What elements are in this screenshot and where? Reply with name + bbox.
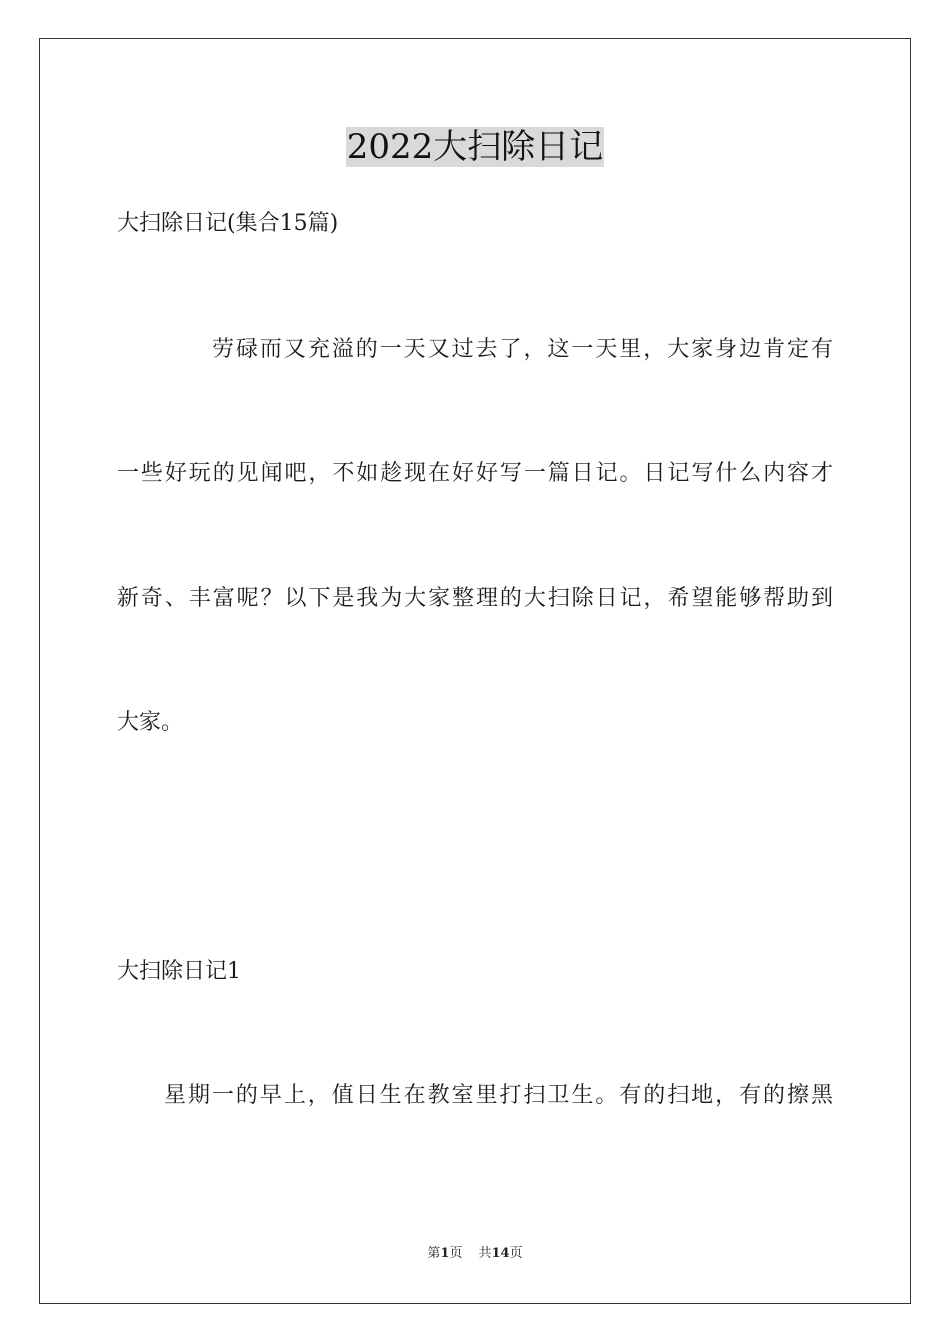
title-container — [0, 127, 950, 167]
footer-total-unit: 页 — [509, 1246, 523, 1261]
footer-total-prefix: 共 — [478, 1246, 492, 1261]
section-line-1: 星期一的早上，值日生在教室里打扫卫生。有的扫地，有的擦黑 — [164, 1083, 833, 1108]
section-heading: 大扫除日记1 — [117, 959, 241, 984]
footer-page-prefix: 第 — [427, 1246, 441, 1261]
page-footer — [0, 1245, 950, 1263]
document-subtitle: 大扫除日记(集合15篇) — [117, 211, 339, 236]
intro-line-1: 劳碌而又充溢的一天又过去了，这一天里，大家身边肯定有 — [212, 337, 833, 362]
intro-line-2: 一些好玩的见闻吧，不如趁现在好好写一篇日记。日记写什么内容才 — [117, 461, 833, 486]
footer-page-unit: 页 — [449, 1246, 463, 1261]
footer-page-current: 1 — [440, 1246, 450, 1261]
intro-line-4: 大家。 — [117, 710, 184, 735]
document-title: 2022大扫除日记 — [346, 127, 604, 167]
footer-page-total: 14 — [491, 1246, 510, 1261]
intro-line-3: 新奇、丰富呢？以下是我为大家整理的大扫除日记，希望能够帮助到 — [117, 586, 833, 611]
